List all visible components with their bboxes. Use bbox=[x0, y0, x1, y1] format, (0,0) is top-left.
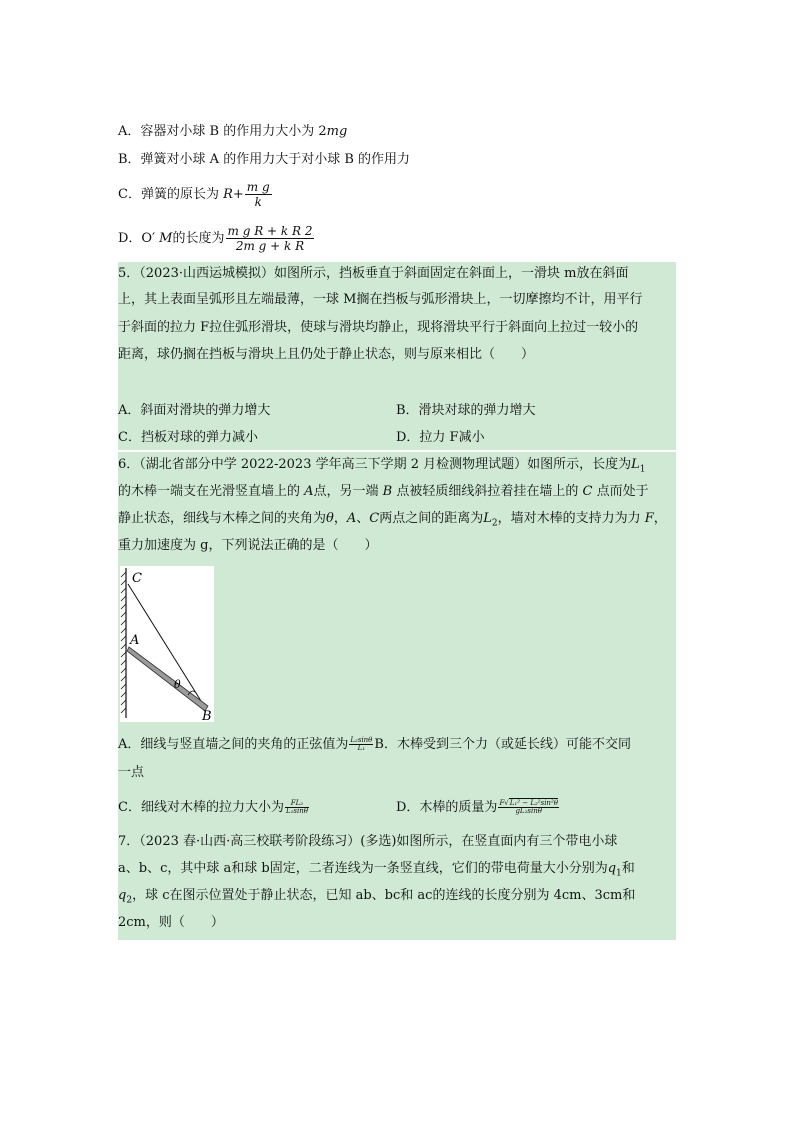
q7-q2: q bbox=[118, 888, 127, 903]
q6-line-2 bbox=[118, 483, 649, 501]
q6-option-d-radicand: L₁² − L₂²sin²θ bbox=[509, 799, 558, 807]
q4-option-c-plus: + bbox=[232, 187, 244, 202]
label-C: C bbox=[132, 571, 142, 586]
q7-line-2 bbox=[118, 860, 635, 883]
q6-line-2-c: 点被轻质细线斜拉着挂在墙上的 bbox=[392, 484, 583, 499]
q6-line-1 bbox=[118, 456, 646, 479]
q4-option-c-denominator: k bbox=[254, 195, 262, 209]
q6-option-d-text: D．木棒的质量为 bbox=[396, 800, 498, 815]
q6-line-3-theta: θ bbox=[326, 511, 334, 526]
q6-line-1-L: L bbox=[631, 457, 640, 472]
q6-line-3-c: 、 bbox=[356, 511, 370, 526]
q6-line-3-A: A bbox=[346, 511, 357, 526]
q6-line-1-L-sub: 1 bbox=[639, 464, 646, 475]
q4-option-a-mg: mg bbox=[326, 124, 348, 139]
q4-option-d-M: M bbox=[159, 231, 173, 246]
q6-line-2-a: 的木棒一端支在光滑竖直墙上的 bbox=[118, 484, 305, 499]
q4-option-d-numerator: m g R + k R 2 bbox=[227, 224, 313, 238]
q6-line-2-d: 点而处于 bbox=[592, 484, 649, 499]
q6-option-a bbox=[118, 734, 631, 756]
q7-q2-sub: 2 bbox=[126, 895, 133, 906]
q6-line-3-f: ， bbox=[653, 511, 667, 526]
q6-option-a-numerator: L₂sinθ bbox=[350, 736, 373, 744]
q5-option-b: B．滑块对球的弹力增大 bbox=[396, 403, 536, 418]
q5-line-3: 于斜面的拉力 F拉住弧形滑块，使球与滑块均静止，现将滑块平行于斜面向上拉过一较小的 bbox=[118, 320, 639, 335]
q6-option-c-numerator: FL₂ bbox=[285, 800, 309, 808]
q5-option-c: C．挡板对球的弹力减小 bbox=[118, 430, 258, 445]
q6-line-2-B: B bbox=[382, 484, 393, 499]
q7-q1: q bbox=[607, 861, 617, 876]
q6-line-3-e: ，墙对木棒的支持力为力 bbox=[497, 511, 645, 526]
q6-line-2-A: A bbox=[304, 484, 314, 499]
q4-option-c-fraction bbox=[245, 181, 272, 208]
q6-option-d-numerator: F√L₁² − L₂²sin²θ bbox=[499, 799, 558, 807]
q4-option-c-R: R bbox=[223, 187, 233, 202]
q6-option-d bbox=[396, 797, 560, 819]
q7-line-1: 7．（2023 春·山西·高三校联考阶段练习）(多选)如图所示，在竖直面内有三个带电小球 bbox=[118, 834, 618, 849]
q6-option-c bbox=[118, 797, 310, 819]
q4-option-d-fraction bbox=[226, 225, 315, 252]
q6-line-2-b: 点，另一端 bbox=[313, 484, 383, 499]
q6-option-a-denominator: L₁ bbox=[357, 744, 366, 752]
q6-line-4: 重力加速度为 g，下列说法正确的是（ ） bbox=[118, 538, 378, 553]
q6-option-a-text: A．细线与竖直墙之间的夹角的正弦值为 bbox=[118, 737, 349, 752]
q4-option-a bbox=[118, 123, 347, 141]
q6-line-2-C: C bbox=[582, 484, 593, 499]
q6-line-3-C: C bbox=[369, 511, 380, 526]
q6-line-1-text: 6．（湖北省部分中学 2022-2023 学年高三下学期 2 月检测物理试题）如图所示，长度为 bbox=[118, 457, 632, 472]
q6-line-3-F: F bbox=[644, 511, 654, 526]
q6-line-3-a: 静止状态，细线与木棒之间的夹角为 bbox=[118, 511, 327, 526]
q7-line-3 bbox=[118, 887, 635, 910]
q6-line-3-d: 两点之间的距离为 bbox=[379, 511, 484, 526]
q5-line-4: 距离，球仍搁在挡板与滑块上且仍处于静止状态，则与原来相比（ ） bbox=[118, 347, 535, 362]
q4-option-d bbox=[118, 222, 315, 256]
q6-line-3-b: ， bbox=[333, 511, 347, 526]
q6-figure bbox=[120, 566, 214, 722]
q4-option-d-text: D．O′ bbox=[118, 231, 160, 246]
q5-line-2: 上，其上表面呈弧形且左端最薄，一球 M搁在挡板与弧形滑块上，一切摩擦均不计，用平行 bbox=[118, 292, 643, 307]
q6-option-d-fraction bbox=[498, 800, 559, 815]
q6-option-d-F: F bbox=[499, 799, 505, 807]
q7-q1-sub: 1 bbox=[616, 868, 622, 879]
q7-line-2-text: a、b、c，其中球 a和球 b固定，二者连线为一条竖直线，它们的带电荷量大小分别为 bbox=[118, 861, 608, 876]
q6-option-b-text: B．木棒受到三个力（或延长线）可能不交同 bbox=[374, 737, 631, 752]
q5-line-1: 5．（2023·山西运城模拟）如图所示，挡板垂直于斜面固定在斜面上，一滑块 m放在斜面 bbox=[118, 266, 629, 281]
q4-option-d-denominator: 2m g + k R bbox=[235, 239, 305, 253]
q6-line-3-L-sub: 2 bbox=[491, 518, 498, 529]
q6-option-c-denominator: L₁sinθ bbox=[285, 807, 308, 815]
q6-option-d-denominator: gL₂sinθ bbox=[515, 807, 542, 815]
q4-option-d-text2: 的长度为 bbox=[172, 231, 225, 246]
q5-option-d: D．拉力 F减小 bbox=[396, 430, 485, 445]
q4-option-a-text: A．容器对小球 B 的作用力大小为 2 bbox=[118, 124, 327, 139]
q7-line-2-and: 和 bbox=[621, 861, 635, 876]
q6-option-b-continuation: 一点 bbox=[118, 765, 145, 780]
q6-line-3 bbox=[118, 510, 667, 533]
q4-option-c-text: C．弹簧的原长为 bbox=[118, 187, 224, 202]
label-B: B bbox=[202, 709, 212, 722]
q5-option-a: A．斜面对滑块的弹力增大 bbox=[118, 403, 271, 418]
q7-line-4: 2cm，则（ ） bbox=[118, 915, 224, 930]
label-A: A bbox=[130, 633, 140, 648]
q4-option-c bbox=[118, 178, 273, 212]
q4-option-b bbox=[118, 151, 410, 169]
q4-option-b-text: B．弹簧对小球 A 的作用力大于对小球 B 的作用力 bbox=[118, 152, 411, 167]
q6-option-a-fraction bbox=[349, 737, 373, 752]
q4-option-c-numerator: m g bbox=[246, 180, 270, 194]
label-theta: θ bbox=[174, 678, 181, 691]
q7-line-3-text: ，球 c在图示位置处于静止状态，已知 ab、bc和 ac的连线的长度分别为 4cm、3cm和 bbox=[132, 888, 636, 903]
q6-option-c-text: C．细线对木棒的拉力大小为 bbox=[118, 800, 284, 815]
q6-option-c-fraction bbox=[285, 800, 309, 815]
q6-line-3-L: L bbox=[483, 511, 492, 526]
